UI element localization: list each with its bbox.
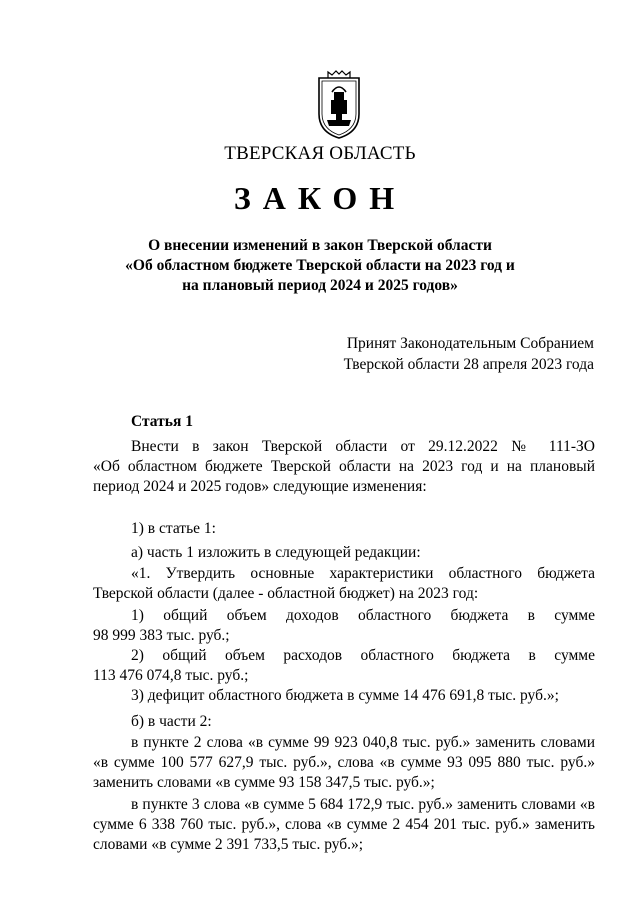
- law-title-line: на плановый период 2024 и 2025 годов»: [182, 277, 458, 294]
- sub-item-2-line: 2) общий объем расходов областного бюджета в сумме: [131, 647, 595, 664]
- sub-item-2: [93, 646, 595, 686]
- item-a: а) часть 1 изложить в следующей редакции:: [131, 544, 421, 561]
- adoption-line: Тверской области 28 апреля 2023 года: [343, 356, 594, 373]
- coat-of-arms-emblem: [317, 70, 361, 140]
- quote-paragraph: «1. Утвердить основные характеристики областного бюджета Тверской области (далее - областной бюджет) на 2023 год:: [93, 565, 595, 602]
- sub-item-3: 3) дефицит областного бюджета в сумме 14 476 691,8 тыс. руб.»;: [131, 687, 559, 704]
- law-title-line: О внесении изменений в закон Тверской области: [148, 237, 492, 254]
- adoption-line: Принят Законодательным Собранием: [346, 335, 594, 352]
- sub-item-2-amount: 113 476 074,8 тыс. руб.;: [93, 667, 249, 684]
- intro-line: Внести в закон Тверской области от 29.12.2022 № 111-ЗО: [131, 438, 595, 455]
- adoption-note: [344, 333, 594, 375]
- region-name: ТВЕРСКАЯ ОБЛАСТЬ: [224, 143, 416, 164]
- sub-item-1: [93, 606, 595, 646]
- law-title: [92, 236, 548, 296]
- item-1: 1) в статье 1:: [131, 520, 216, 537]
- document-type: ЗАКОН: [233, 180, 407, 216]
- article-intro: [93, 437, 595, 497]
- intro-rest: «Об областном бюджете Тверской области на 2023 год и на плановый период 2024 и 2025 годов» следующие изменения:: [93, 458, 595, 495]
- article-heading: Статья 1: [131, 413, 193, 430]
- sub-item-1-amount: 98 999 383 тыс. руб.;: [93, 627, 230, 644]
- sub-item-1-line: 1) общий объем доходов областного бюджета в сумме: [131, 607, 595, 624]
- item-b: б) в части 2:: [131, 713, 212, 730]
- law-title-line: «Об областном бюджете Тверской области на 2023 год и: [125, 257, 515, 274]
- paragraph-point-3: в пункте 3 слова «в сумме 5 684 172,9 тыс. руб.» заменить словами «в сумме 6 338 760 тыс. руб.», слова «в сумме 2 454 201 тыс. руб.» заменить словами «в сумме 2 391 733,5 тыс. руб.»;: [93, 796, 595, 853]
- paragraph-point-2: в пункте 2 слова «в сумме 99 923 040,8 тыс. руб.» заменить словами «в сумме 100 577 627,9 тыс. руб.», слова «в сумме 93 095 880 тыс. руб.» заменить словами «в сумме 93 158 347,5 тыс. руб.»;: [93, 734, 595, 791]
